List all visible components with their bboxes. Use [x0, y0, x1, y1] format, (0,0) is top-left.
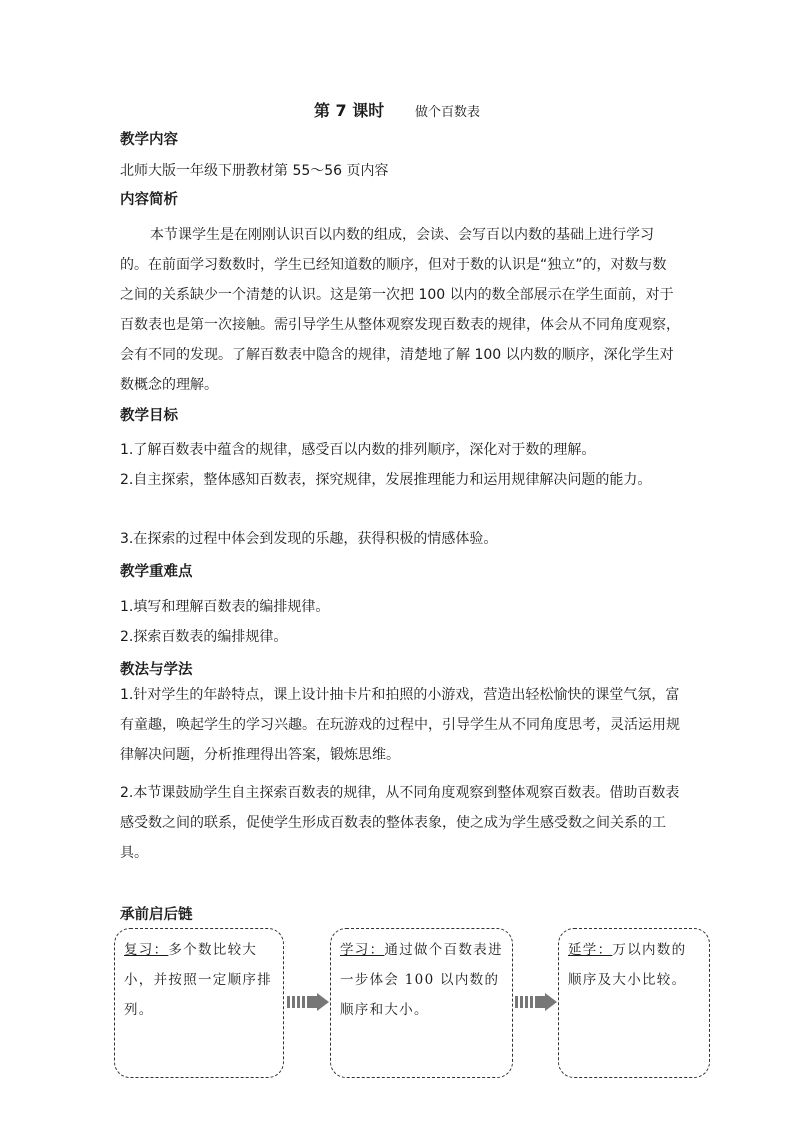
study-text: 通过做个百数表进一步体会 100 以内数的顺序和大小。	[340, 942, 503, 1018]
striped-right-arrow-icon	[515, 993, 557, 1011]
study-label: 学习：	[340, 942, 385, 958]
brief-text: 本节课学生是在刚刚认识百以内数的组成，会读、会写百以内数的基础上进行学习的。在前面学习数数时，学生已经知道数的顺序，但对于数的认识是“独立”的，对数与数之间的关系缺少一个清楚的认识。这是第一次把 100 以内的数全部展示在学生面前，对于百数表也是第一次接触。需引导学生从整体观察发现百数表的规律，体会从不同角度观察，会有不同的发现。了解百数表中隐含的规律，清楚地了解 100 以内数的顺序，深化学生对数概念的理解。	[120, 227, 680, 393]
brief-heading: 内容简析	[120, 192, 178, 208]
review-label: 复习：	[124, 942, 169, 958]
key-1: 1.填写和理解百数表的编排规律。	[120, 599, 330, 615]
study-box	[330, 928, 513, 1078]
method-heading: 教法与学法	[120, 662, 193, 678]
content-text: 北师大版一年级下册教材第 55～56 页内容	[120, 163, 389, 179]
method-1: 1.针对学生的年龄特点，课上设计抽卡片和拍照的小游戏，营造出轻松愉快的课堂气氛，富有童趣，唤起学生的学习兴趣。在玩游戏的过程中，引导学生从不同角度思考，灵活运用规律解决问题，分析推理得出答案，锻炼思维。	[120, 687, 680, 763]
review-text: 多个数比较大小，并按照一定顺序排列。	[124, 942, 272, 1018]
key-heading: 教学重难点	[120, 564, 193, 580]
lesson-topic: 做个百数表	[415, 105, 481, 120]
goal-3: 3.在探索的过程中体会到发现的乐趣，获得积极的情感体验。	[120, 531, 498, 547]
extend-label: 延学：	[568, 942, 613, 958]
goal-2: 2.自主探索，整体感知百数表，探究规律，发展推理能力和运用规律解决问题的能力。	[120, 472, 652, 488]
review-box	[114, 928, 284, 1078]
lesson-title	[0, 98, 794, 121]
key-2: 2.探索百数表的编排规律。	[120, 629, 288, 645]
extend-text: 万以内数的顺序及大小比较。	[568, 942, 687, 988]
goal-1: 1.了解百数表中蕴含的规律，感受百以内数的排列顺序，深化对于数的理解。	[120, 442, 596, 458]
content-heading: 教学内容	[120, 132, 178, 148]
goals-heading: 教学目标	[120, 408, 178, 424]
striped-right-arrow-icon	[287, 993, 329, 1011]
extend-box	[558, 928, 710, 1078]
chain-heading: 承前启后链	[120, 907, 193, 923]
lesson-number: 第 7 课时	[313, 101, 385, 120]
method-2: 2.本节课鼓励学生自主探索百数表的规律，从不同角度观察到整体观察百数表。借助百数表感受数之间的联系，促使学生形成百数表的整体表象，使之成为学生感受数之间关系的工具。	[120, 785, 680, 861]
